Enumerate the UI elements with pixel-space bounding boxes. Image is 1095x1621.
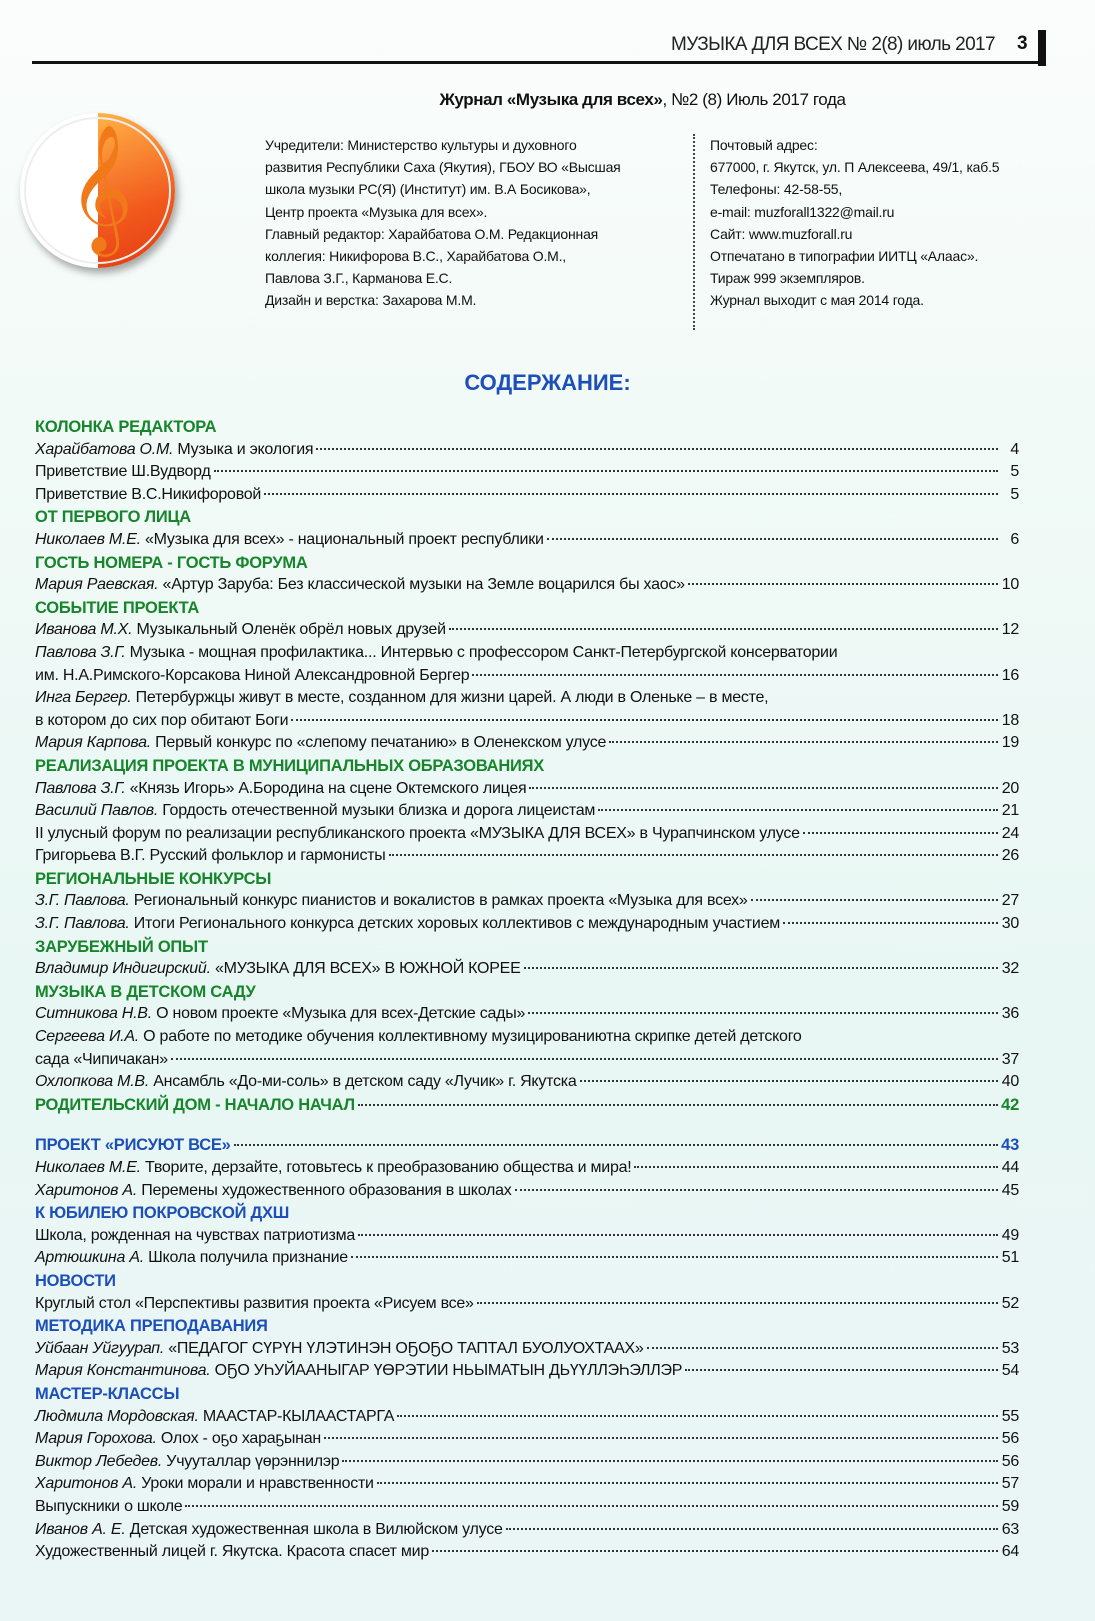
entry-line[interactable] <box>35 1406 1019 1429</box>
page-ref: 18 <box>1001 711 1019 729</box>
entry-line[interactable] <box>35 1519 1019 1542</box>
entry-text <box>35 529 544 552</box>
entry-line[interactable] <box>35 890 1019 913</box>
toc-entry[interactable] <box>35 958 1019 981</box>
dot-leader <box>264 493 998 495</box>
entry-line[interactable] <box>35 1247 1019 1270</box>
entry-text <box>35 1360 682 1383</box>
dot-leader <box>316 448 998 450</box>
dot-leader <box>685 1369 998 1371</box>
info-line: Тираж 999 экземпляров. <box>710 270 865 287</box>
entry-text <box>35 1094 355 1117</box>
entry-title: Перемены художественного образования в школах <box>137 1181 512 1199</box>
page-ref: 37 <box>1001 1050 1019 1068</box>
entry-title: Школа, рожденная на чувствах патриотизма <box>35 1226 355 1244</box>
entry-text <box>35 1473 374 1496</box>
entry-author: Мария Карпова. <box>35 734 151 752</box>
toc-entry[interactable] <box>35 1541 1019 1564</box>
entry-text <box>35 642 837 665</box>
entry-title: Первый конкурс по «слепому печатанию» в Оленекском улусе <box>150 734 607 752</box>
toc-entry[interactable] <box>35 1003 1019 1026</box>
dot-leader <box>783 922 998 924</box>
entry-text <box>35 1247 348 1270</box>
magazine-title <box>0 90 1095 110</box>
entry-text <box>35 1293 474 1316</box>
entry-title: II улусный форум по реализации республиканского проекта «МУЗЫКА ДЛЯ ВСЕХ» в Чурапчинском улусе <box>35 824 800 842</box>
entry-author: Ситникова Н.В. <box>35 1005 152 1023</box>
entry-title: Учууталлар үөрэннилэр <box>162 1452 340 1470</box>
dot-leader <box>342 1460 998 1462</box>
entry-title: Творите, дерзайте, готовьтесь к преобразованию общества и мира! <box>140 1159 632 1176</box>
info-line: Сайт: www.muzforall.ru <box>710 225 853 242</box>
dot-leader <box>477 1302 998 1304</box>
entry-line[interactable] <box>35 619 1019 642</box>
page-ref: 24 <box>1001 824 1019 842</box>
entry-title: О новом проекте «Музыка для всех-Детские сады» <box>151 1005 526 1023</box>
page-ref: 42 <box>1001 1095 1019 1114</box>
section-gap <box>35 1116 1019 1134</box>
entry-line[interactable] <box>35 778 1019 801</box>
info-line: 677000, г. Якутск, ул. П Алексеева, 49/1, каб.5 <box>710 159 1000 176</box>
entry-title: Музыкальный Оленёк обрёл новых друзей <box>132 621 446 639</box>
info-line: Главный редактор: Харайбатова О.М. Редакционная <box>265 225 599 242</box>
page-ref: 51 <box>1001 1249 1019 1267</box>
page-ref: 5 <box>1010 485 1019 503</box>
entry-title: «Артур Заруба: Без классической музыки на Земле воцарился бы хаос» <box>158 576 685 594</box>
info-line: Павлова З.Г., Карманова Е.С. <box>265 270 453 287</box>
magazine-title-issue: , №2 (8) Июль 2017 года <box>662 90 846 109</box>
info-line: развития Республики Саха (Якутия), ГБОУ ВО «Высшая <box>265 159 621 176</box>
entry-text <box>35 1180 512 1203</box>
dot-leader <box>634 1166 998 1168</box>
section-heading: МУЗЫКА В ДЕТСКОМ САДУ <box>35 982 256 1001</box>
entry-line[interactable] <box>35 1541 1019 1564</box>
entry-line[interactable] <box>35 1428 1019 1451</box>
dot-leader <box>377 1482 998 1484</box>
dot-leader <box>389 854 998 856</box>
entry-line[interactable] <box>35 1071 1019 1094</box>
entry-title: Олох - оҕо хараҕынан <box>156 1430 321 1448</box>
page-ref: 54 <box>1001 1362 1019 1380</box>
entry-title: Григорьева В.Г. Русский фольклор и гармонисты <box>35 847 386 865</box>
logo-ring <box>24 117 171 264</box>
toc-entry[interactable] <box>35 1026 1019 1071</box>
entry-text <box>35 665 469 688</box>
entry-text <box>35 574 685 597</box>
section-heading: К ЮБИЛЕЮ ПОКРОВСКОЙ ДХШ <box>35 1204 290 1223</box>
entry-title: Детская художественная школа в Вилюйском улусе <box>125 1520 503 1538</box>
entry-line[interactable] <box>35 1293 1019 1316</box>
toc-entry[interactable] <box>35 529 1019 552</box>
entry-title: Гордость отечественной музыки близка и дорога лицеистам <box>158 802 596 820</box>
entry-title: «МУЗЫКА ДЛЯ ВСЕХ» В ЮЖНОЙ КОРЕЕ <box>210 960 521 978</box>
dot-leader <box>324 1437 998 1439</box>
entry-title: Музыка - мощная профилактика... Интервью с профессором Санкт-Петербургской консерватории <box>125 643 838 661</box>
dot-leader <box>580 1080 999 1082</box>
page-ref: 59 <box>1001 1497 1019 1515</box>
entry-line <box>35 687 1019 710</box>
entry-text <box>35 1003 525 1026</box>
info-line: Учредители: Министерство культуры и духовного <box>265 137 577 153</box>
dot-leader <box>688 583 998 585</box>
toc-entry[interactable] <box>35 1428 1019 1451</box>
section-heading: ЗАРУБЕЖНЫЙ ОПЫТ <box>35 937 208 956</box>
toc-entry[interactable] <box>35 800 1019 823</box>
toc-entry[interactable] <box>35 778 1019 801</box>
section-heading: РЕГИОНАЛЬНЫЕ КОНКУРСЫ <box>35 869 272 888</box>
info-line: коллегия: Никифорова В.С., Харайбатова О.М., <box>265 248 566 265</box>
dot-leader <box>358 1104 998 1106</box>
toc-entry[interactable] <box>35 1247 1019 1270</box>
entry-text <box>35 619 446 642</box>
entry-line[interactable] <box>35 1338 1019 1361</box>
dot-leader <box>647 1347 998 1349</box>
entry-line <box>35 1026 1019 1049</box>
section-heading: ГОСТЬ НОМЕРА - ГОСТЬ ФОРУМА <box>35 553 308 572</box>
dot-leader <box>515 1189 999 1191</box>
info-line: e-mail: muzforall1322@mail.ru <box>710 203 895 220</box>
entry-line <box>35 642 1019 665</box>
treble-clef-icon: 𝄞 <box>68 126 134 249</box>
toc-entry[interactable] <box>35 913 1019 936</box>
dot-leader <box>234 1144 998 1146</box>
page-ref: 45 <box>1001 1181 1019 1199</box>
entry-text <box>35 913 780 936</box>
page-ref: 20 <box>1001 779 1019 797</box>
entry-line[interactable] <box>35 665 1019 688</box>
entry-line[interactable] <box>35 913 1019 936</box>
entry-line[interactable] <box>35 1003 1019 1026</box>
entry-line[interactable] <box>35 1180 1019 1203</box>
toc-entry[interactable] <box>35 1338 1019 1361</box>
entry-text <box>35 778 526 801</box>
page-ref: 27 <box>1001 892 1019 910</box>
page-ref: 10 <box>1001 576 1019 594</box>
page-ref: 64 <box>1001 1543 1019 1561</box>
entry-author: Владимир Индигирский. <box>35 960 211 978</box>
entry-title: Круглый стол «Перспективы развития проекта «Рисуем все» <box>35 1294 474 1312</box>
page-ref: 4 <box>1010 440 1019 458</box>
entry-line[interactable] <box>35 1225 1019 1248</box>
page-ref: 36 <box>1001 1005 1019 1023</box>
publisher-info <box>265 134 685 312</box>
page-ref: 21 <box>1001 802 1019 820</box>
entry-author: Харитонов А. <box>35 1475 138 1493</box>
entry-author: Сергеева И.А. <box>35 1028 139 1046</box>
entry-title: О работе по методике обучения коллективному музицированиютна скрипке детей детского <box>138 1028 802 1046</box>
toc-entry[interactable] <box>35 1519 1019 1542</box>
toc-entry[interactable] <box>35 574 1019 597</box>
toc-entry[interactable] <box>35 1451 1019 1474</box>
entry-author: Николаев М.Е. <box>35 1159 141 1176</box>
entry-title: «Музыка для всех» - национальный проект республики <box>140 530 544 548</box>
entry-text <box>35 958 521 981</box>
page-number: 3 <box>1017 33 1028 54</box>
entry-title: МААСТАР-КЫЛААСТАРГА <box>198 1407 395 1425</box>
section-title: РОДИТЕЛЬСКИЙ ДОМ - НАЧАЛО НАЧАЛ <box>35 1095 355 1114</box>
magazine-title-bold: Журнал «Музыка для всех» <box>439 90 663 109</box>
toc-entry[interactable] <box>35 823 1019 846</box>
entry-author: З.Г. Павлова. <box>35 915 130 933</box>
page-ref: 63 <box>1001 1520 1019 1538</box>
entry-text <box>35 1451 339 1474</box>
toc-entry[interactable] <box>35 1406 1019 1429</box>
entry-title: Региональный конкурс пианистов и вокалистов в рамках проекта «Музыка для всех» <box>129 892 748 910</box>
entry-text <box>35 845 386 868</box>
entry-title: Петербуржцы живут в месте, созданном для жизни царей. А люди в Оленьке – в месте, <box>131 689 769 707</box>
entry-line[interactable] <box>35 461 1019 484</box>
toc-entry[interactable] <box>35 642 1019 687</box>
page-ref: 52 <box>1001 1294 1019 1312</box>
entry-text <box>35 1071 577 1094</box>
dot-leader <box>171 1058 998 1060</box>
page-ref: 32 <box>1001 960 1019 978</box>
column-divider <box>693 134 695 330</box>
info-line: школа музыки РС(Я) (Институт) им. В.А Босикова», <box>265 181 591 198</box>
entry-text <box>35 890 748 913</box>
entry-author: Павлова З.Г. <box>35 779 126 797</box>
header-rule <box>32 61 1046 64</box>
section-heading[interactable] <box>35 1134 1019 1157</box>
entry-title: «ПЕДАГОГ СҮРҮН ҮЛЭТИНЭН ОҔОҔО ТАПТАЛ БУОЛУОХТААХ» <box>164 1339 644 1357</box>
toc-entry[interactable] <box>35 1473 1019 1496</box>
entry-line[interactable] <box>35 1496 1019 1519</box>
entry-author: Инга Бергер. <box>35 689 132 707</box>
toc-entry[interactable] <box>35 1293 1019 1316</box>
dot-leader <box>449 628 998 630</box>
entry-line[interactable] <box>35 958 1019 981</box>
dot-leader <box>547 538 998 540</box>
entry-text <box>35 823 800 846</box>
dot-leader <box>524 967 999 969</box>
entry-title-continued: им. Н.А.Римского-Корсакова Ниной Александровной Бергер <box>35 666 470 684</box>
toc-entry[interactable] <box>35 687 1019 732</box>
page-ref: 40 <box>1001 1073 1019 1091</box>
section-heading: КОЛОНКА РЕДАКТОРА <box>35 418 217 436</box>
entry-text <box>35 1049 168 1072</box>
entry-title: Приветствие В.С.Никифоровой <box>35 485 262 503</box>
toc-entry[interactable] <box>35 484 1019 507</box>
info-line: Почтовый адрес: <box>710 137 818 153</box>
page-ref: 53 <box>1001 1339 1019 1357</box>
entry-text <box>35 439 313 462</box>
page-ref: 5 <box>1010 463 1019 481</box>
entry-text <box>35 1406 394 1429</box>
page-ref: 49 <box>1001 1226 1019 1244</box>
entry-text <box>35 1428 321 1451</box>
entry-line[interactable] <box>35 732 1019 755</box>
dot-leader <box>214 470 998 472</box>
entry-line[interactable] <box>35 1451 1019 1474</box>
toc-entry[interactable] <box>35 1496 1019 1519</box>
entry-text <box>35 1157 631 1180</box>
entry-author: Виктор Лебедев. <box>35 1452 163 1470</box>
page-ref: 12 <box>1001 621 1019 639</box>
dot-leader <box>185 1505 998 1507</box>
toc-entry[interactable] <box>35 439 1019 462</box>
dot-leader <box>751 899 998 901</box>
entry-title: ОҔО УҺУЙААНЫГАР ҮӨРЭТИИ НЬЫМАТЫН ДЬҮҮЛЛЭҺЭЛЛЭР <box>210 1362 683 1380</box>
toc-entry[interactable] <box>35 845 1019 868</box>
entry-author: Мария Константинова. <box>35 1362 211 1380</box>
section-title: ПРОЕКТ «РИСУЮТ ВСЕ» <box>35 1136 231 1155</box>
dot-leader <box>291 719 998 721</box>
toc-entry[interactable] <box>35 619 1019 642</box>
entry-author: Мария Горохова. <box>35 1430 157 1448</box>
dot-leader <box>358 1234 998 1236</box>
entry-author: Николаев М.Е. <box>35 530 141 548</box>
toc-entry[interactable] <box>35 1071 1019 1094</box>
entry-line[interactable] <box>35 529 1019 552</box>
entry-author: Уйбаан Уйгуурап. <box>35 1339 165 1357</box>
toc-entry[interactable] <box>35 461 1019 484</box>
entry-title: Выпускники о школе <box>35 1497 183 1515</box>
page-ref: 16 <box>1001 666 1019 684</box>
page-ref: 43 <box>1001 1136 1019 1155</box>
entry-text <box>35 1496 182 1519</box>
running-header-title: МУЗЫКА ДЛЯ ВСЕХ № 2(8) июль 2017 <box>670 34 995 55</box>
entry-line[interactable] <box>35 439 1019 462</box>
entry-text <box>35 484 261 507</box>
entry-text <box>35 1541 429 1564</box>
page-ref: 56 <box>1001 1452 1019 1470</box>
contact-info <box>710 134 1070 312</box>
entry-text <box>35 1134 231 1157</box>
entry-line[interactable] <box>35 1157 1019 1180</box>
entry-line[interactable] <box>35 710 1019 733</box>
page-ref: 57 <box>1001 1475 1019 1493</box>
entry-text <box>35 1225 355 1248</box>
entry-line[interactable] <box>35 1473 1019 1496</box>
toc-entry[interactable] <box>35 890 1019 913</box>
page-ref: 44 <box>1001 1159 1019 1176</box>
section-heading: РЕАЛИЗАЦИЯ ПРОЕКТА В МУНИЦИПАЛЬНЫХ ОБРАЗОВАНИЯХ <box>35 756 544 775</box>
entry-text <box>35 1026 802 1049</box>
entry-author: Иванова М.Х. <box>35 621 133 639</box>
dot-leader <box>432 1550 998 1552</box>
entry-author: Иванов А. Е. <box>35 1520 126 1538</box>
dot-leader <box>351 1256 998 1258</box>
dot-leader <box>472 674 998 676</box>
section-heading: НОВОСТИ <box>35 1271 116 1290</box>
entry-author: Харайбатова О.М. <box>35 440 174 458</box>
entry-text <box>35 732 606 755</box>
entry-title-continued: в котором до сих пор обитают Боги <box>35 711 289 729</box>
section-heading: МАСТЕР-КЛАССЫ <box>35 1384 180 1403</box>
entry-text <box>35 1519 503 1542</box>
table-of-contents <box>35 416 1019 1564</box>
entry-text <box>35 800 595 823</box>
toc-entry[interactable] <box>35 1180 1019 1203</box>
entry-title: «Князь Игорь» А.Бородина на сцене Октемского лицея <box>125 779 527 797</box>
entry-text <box>35 1338 644 1361</box>
project-logo <box>20 113 175 268</box>
entry-author: Мария Раевская. <box>35 576 159 594</box>
section-heading: СОБЫТИЕ ПРОЕКТА <box>35 598 200 617</box>
dot-leader <box>529 787 998 789</box>
dot-leader <box>528 1012 998 1014</box>
page-ref: 30 <box>1001 915 1019 933</box>
entry-title: Художественный лицей г. Якутска. Красота спасет мир <box>35 1543 430 1561</box>
dot-leader <box>397 1415 998 1417</box>
info-line: Телефоны: 42-58-55, <box>710 181 843 198</box>
entry-author: Харитонов А. <box>35 1181 138 1199</box>
page-ref: 55 <box>1001 1407 1019 1425</box>
entry-line[interactable] <box>35 845 1019 868</box>
dot-leader <box>506 1528 998 1530</box>
section-heading: МЕТОДИКА ПРЕПОДАВАНИЯ <box>35 1317 268 1336</box>
entry-line[interactable] <box>35 574 1019 597</box>
entry-title: Итоги Регионального конкурса детских хоровых коллективов с международным участием <box>129 915 780 933</box>
dot-leader <box>803 832 998 834</box>
entry-title-continued: сада «Чипичакан» <box>35 1050 168 1068</box>
entry-line[interactable] <box>35 800 1019 823</box>
toc-entry[interactable] <box>35 1225 1019 1248</box>
entry-author: З.Г. Павлова. <box>35 892 130 910</box>
entry-title: Приветствие Ш.Вудворд <box>35 463 211 481</box>
entry-title: Музыка и экология <box>173 440 314 458</box>
info-line: Отпечатано в типографии ИИТЦ «Алаас». <box>710 248 979 265</box>
entry-title: Ансамбль «До-ми-соль» в детском саду «Лучик» г. Якутска <box>149 1073 577 1091</box>
entry-author: Василий Павлов. <box>35 802 159 820</box>
section-heading: ОТ ПЕРВОГО ЛИЦА <box>35 508 191 527</box>
info-line: Журнал выходит с мая 2014 года. <box>710 292 924 309</box>
entry-author: Охлопкова М.В. <box>35 1073 150 1091</box>
page-ref: 56 <box>1001 1430 1019 1448</box>
entry-title: Школа получила признание <box>143 1249 348 1267</box>
toc-entry[interactable] <box>35 1157 1019 1180</box>
page-ref: 26 <box>1001 847 1019 865</box>
entry-author: Артюшкина А. <box>35 1249 144 1267</box>
toc-title: СОДЕРЖАНИЕ: <box>464 370 631 395</box>
dot-leader <box>609 741 998 743</box>
entry-line[interactable] <box>35 823 1019 846</box>
entry-text <box>35 687 768 710</box>
entry-text <box>35 461 211 484</box>
info-line: Центр проекта «Музыка для всех». <box>265 203 488 220</box>
section-heading[interactable] <box>35 1094 1019 1117</box>
toc-entry[interactable] <box>35 732 1019 755</box>
page-ref: 19 <box>1001 734 1019 752</box>
toc-entry[interactable] <box>35 1360 1019 1383</box>
entry-title: Уроки морали и нравственности <box>137 1475 374 1493</box>
entry-line[interactable] <box>35 484 1019 507</box>
entry-author: Павлова З.Г. <box>35 643 126 661</box>
entry-text <box>35 710 288 733</box>
info-line: Дизайн и верстка: Захарова М.М. <box>265 292 477 309</box>
entry-line[interactable] <box>35 1049 1019 1072</box>
entry-line[interactable] <box>35 1360 1019 1383</box>
entry-author: Людмила Мордовская. <box>35 1407 199 1425</box>
dot-leader <box>598 809 998 811</box>
page-ref: 6 <box>1010 530 1019 548</box>
